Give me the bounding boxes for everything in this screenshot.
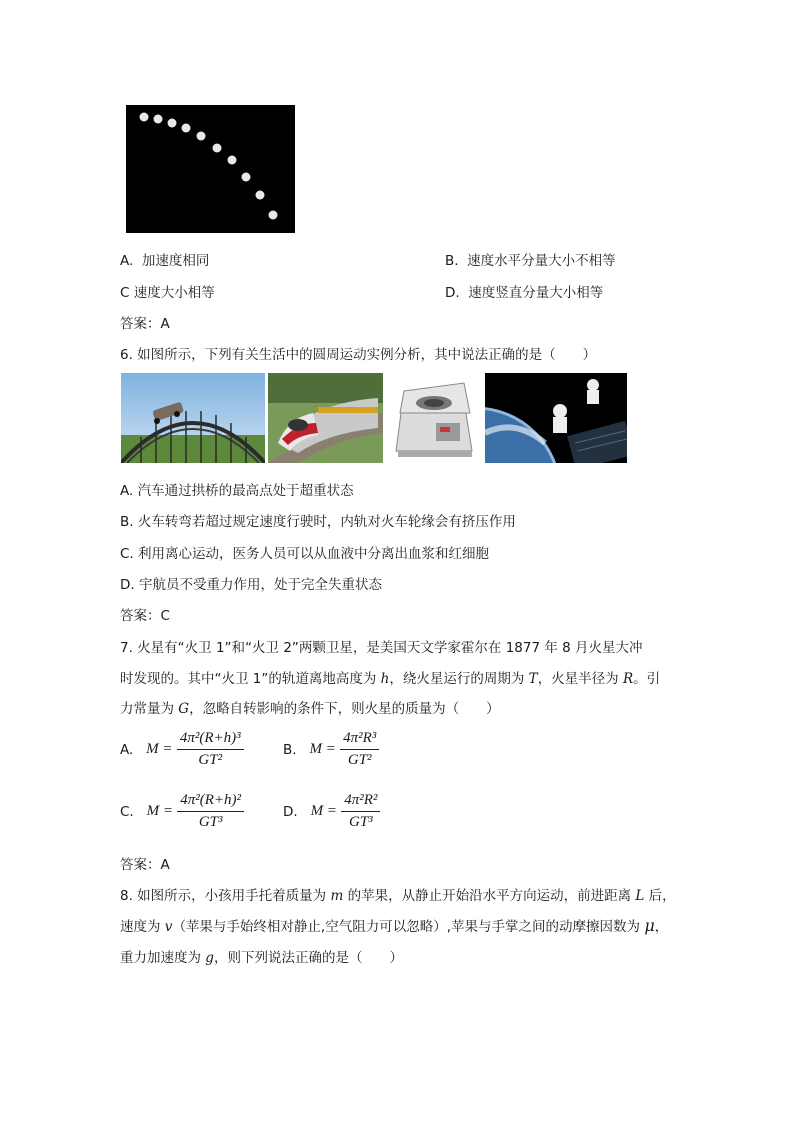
q6-answer: 答案：C [120,608,170,624]
q8-stem-line3: 重力加速度为 g，则下列说法正确的是（ ） [120,950,403,966]
q5-option-c: C 速度大小相等 [120,285,215,301]
q6-option-c: C. 利用离心运动，医务人员可以从血液中分离出血浆和红细胞 [120,546,490,562]
q6-stem: 6. 如图所示，下列有关生活中的圆周运动实例分析，其中说法正确的是（ ） [120,347,597,363]
q5-option-a: A. 加速度相同 [120,253,210,269]
q8-stem-line2: 速度为 v（苹果与手始终相对静止,空气阻力可以忽略）,苹果与手掌之间的动摩擦因数为 μ， [120,916,669,935]
centrifuge-photo [386,373,481,463]
train-photo [268,373,383,463]
q6-option-a: A. 汽车通过拱桥的最高点处于超重状态 [120,483,354,499]
q6-option-b: B. 火车转弯若超过规定速度行驶时，内轨对火车轮缘会有挤压作用 [120,514,516,530]
q7-option-d: D. M = $\frac{\text{4π²R²}}{\text{GT³}}$ [283,792,380,831]
q5-option-d: D. 速度竖直分量大小相等 [445,285,604,301]
q5-answer: 答案：A [120,316,170,332]
q7-option-a: A. M = $\frac{\text{4π²(R+h)³}}{\text{GT²}}$ [120,730,244,769]
q7-answer: 答案：A [120,857,170,873]
q7-stem-line3: 力常量为 G，忽略自转影响的条件下，则火星的质量为（ ） [120,701,500,717]
q8-stem-line1: 8. 如图所示，小孩用手托着质量为 m 的苹果，从静止开始沿水平方向运动，前进距离 L 后， [120,888,676,904]
q7-stem-line1: 7. 火星有“火卫 1”和“火卫 2”两颗卫星，是美国天文学家霍尔在 1877 年 8 月火星大冲 [120,640,643,656]
astronaut-photo [485,373,627,463]
q7-stem-line2: 时发现的。其中“火卫 1”的轨道离地高度为 h，绕火星运行的周期为 T，火星半径为 R。引 [120,671,661,687]
ball-trajectory-image [126,105,295,233]
q5-option-b: B. 速度水平分量大小不相等 [445,253,616,269]
q6-option-d: D. 宇航员不受重力作用，处于完全失重状态 [120,577,382,593]
strobe-photo [126,105,295,233]
arch-bridge-photo [121,373,265,463]
q7-option-c: C. M = $\frac{\text{4π²(R+h)²}}{\text{GT³}}$ [120,792,244,831]
q7-option-b: B. M = $\frac{\text{4π²R³}}{\text{GT²}}$ [283,730,379,769]
